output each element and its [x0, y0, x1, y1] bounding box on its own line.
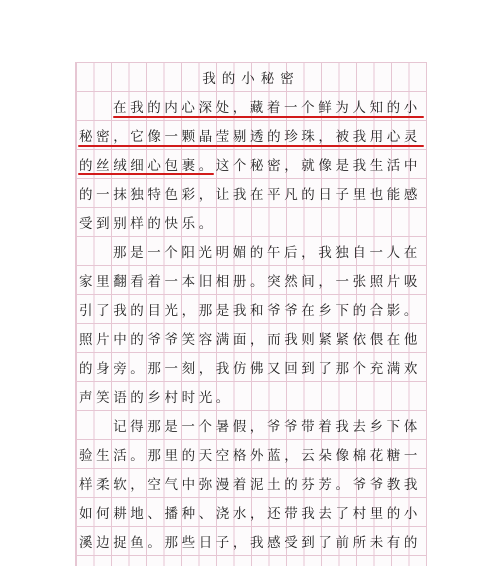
essay-line-16: 溪边捉鱼。那些日子，我感受到了前所未有的 — [79, 534, 421, 551]
essay-line-9: 照片中的爷爷笑容满面，而我则紧紧依偎在他 — [79, 331, 421, 348]
essay-line-1: 在我的内心深处，藏着一个鲜为人知的小 — [113, 99, 421, 116]
essay-line-14: 样柔软，空气中弥漫着泥土的芬芳。爷爷教我 — [79, 476, 421, 493]
essay-title: 我的小秘密 — [202, 70, 300, 87]
essay-line-10: 的身旁。那一刻，我仿佛又回到了那个充满欢 — [79, 360, 421, 377]
highlight-underline-1 — [113, 116, 424, 118]
grid-paper — [75, 62, 427, 566]
essay-line-2: 秘密，它像一颗晶莹剔透的珍珠，被我用心灵 — [79, 128, 421, 145]
essay-line-8: 引了我的目光，那是我和爷爷在乡下的合影。 — [79, 302, 421, 319]
essay-line-6: 那是一个阳光明媚的午后，我独自一人在 — [113, 244, 421, 261]
essay-line-3: 的丝绒细心包裹。这个秘密，就像是我生活中 — [79, 157, 421, 174]
highlight-underline-2 — [78, 145, 424, 147]
essay-line-13: 验生活。那里的天空格外蓝，云朵像棉花糖一 — [79, 447, 421, 464]
essay-line-12: 记得那是一个暑假，爷爷带着我去乡下体 — [113, 418, 421, 435]
highlight-underline-3 — [78, 173, 214, 175]
essay-line-15: 如何耕地、播种、浇水，还带我去了村里的小 — [79, 505, 421, 522]
essay-line-7: 家里翻看着一本旧相册。突然间，一张照片吸 — [79, 273, 421, 290]
essay-line-5: 受到别样的快乐。 — [79, 215, 216, 232]
essay-line-4: 的一抹独特色彩，让我在平凡的日子里也能感 — [79, 186, 421, 203]
essay-line-11: 声笑语的乡村时光。 — [79, 389, 233, 406]
